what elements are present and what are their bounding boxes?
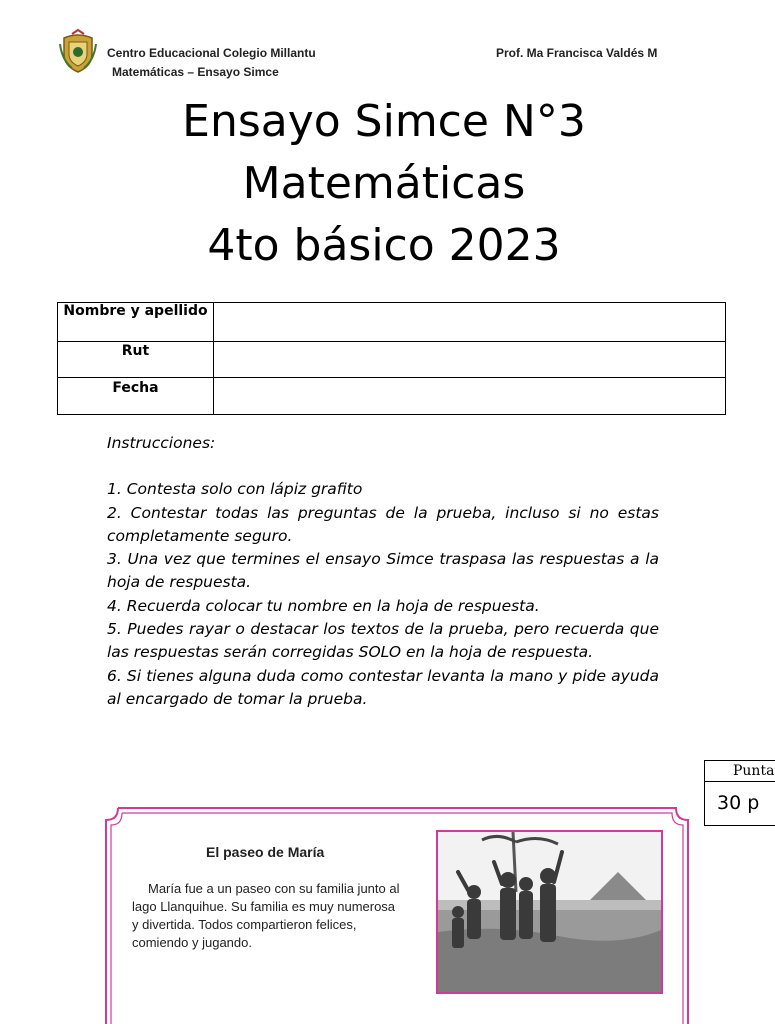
student-info-table [57, 302, 726, 415]
instruction-item: 2. Contestar todas las preguntas de la prueba, incluso si no estas completamente seguro. [107, 503, 659, 545]
school-crest-icon [58, 30, 98, 74]
instruction-item: 3. Una vez que termines el ensayo Simce traspasa las respuestas a la hoja de respuesta. [107, 550, 659, 592]
table-row [58, 378, 726, 415]
score-box [704, 760, 775, 826]
teacher-name: Prof. Ma Francisca Valdés M [496, 46, 658, 60]
table-row [58, 342, 726, 378]
table-row [58, 303, 726, 342]
instruction-item: 1. Contesta solo con lápiz grafito [107, 480, 363, 499]
family-photo [436, 830, 663, 994]
school-name: Centro Educacional Colegio Millantu [107, 46, 316, 60]
story-title: El paseo de María [206, 844, 325, 860]
date-label: Fecha [58, 378, 214, 415]
rut-field[interactable] [214, 342, 726, 378]
name-field[interactable] [214, 303, 726, 342]
story-text: María fue a un paseo con su familia junto al lago Llanquihue. Su familia es muy numerosa y divertida. Todos compartieron felices, comiendo y jugando. [132, 881, 400, 950]
date-field[interactable] [214, 378, 726, 415]
subject-line: Matemáticas – Ensayo Simce [112, 65, 279, 79]
instruction-item: 4. Recuerda colocar tu nombre en la hoja de respuesta. [107, 596, 540, 615]
page-title-line-1: Ensayo Simce N°3 [182, 96, 586, 147]
page-title-line-3: 4to básico 2023 [207, 220, 561, 271]
instruction-item: 5. Puedes rayar o destacar los textos de la prueba, pero recuerda que las respuestas serán corregidas SOLO en la hoja de respuesta. [107, 620, 659, 662]
page-title-line-2: Matemáticas [242, 158, 526, 209]
instructions [107, 432, 659, 711]
instructions-heading: Instrucciones: [107, 434, 216, 452]
name-label: Nombre y apellido [58, 303, 214, 342]
instruction-item: 6. Si tienes alguna duda como contestar levanta la mano y pide ayuda al encargado de tomar la prueba. [107, 666, 659, 708]
rut-label: Rut [58, 342, 214, 378]
score-value: 30 p [717, 792, 760, 814]
score-label: Punta [705, 761, 775, 782]
